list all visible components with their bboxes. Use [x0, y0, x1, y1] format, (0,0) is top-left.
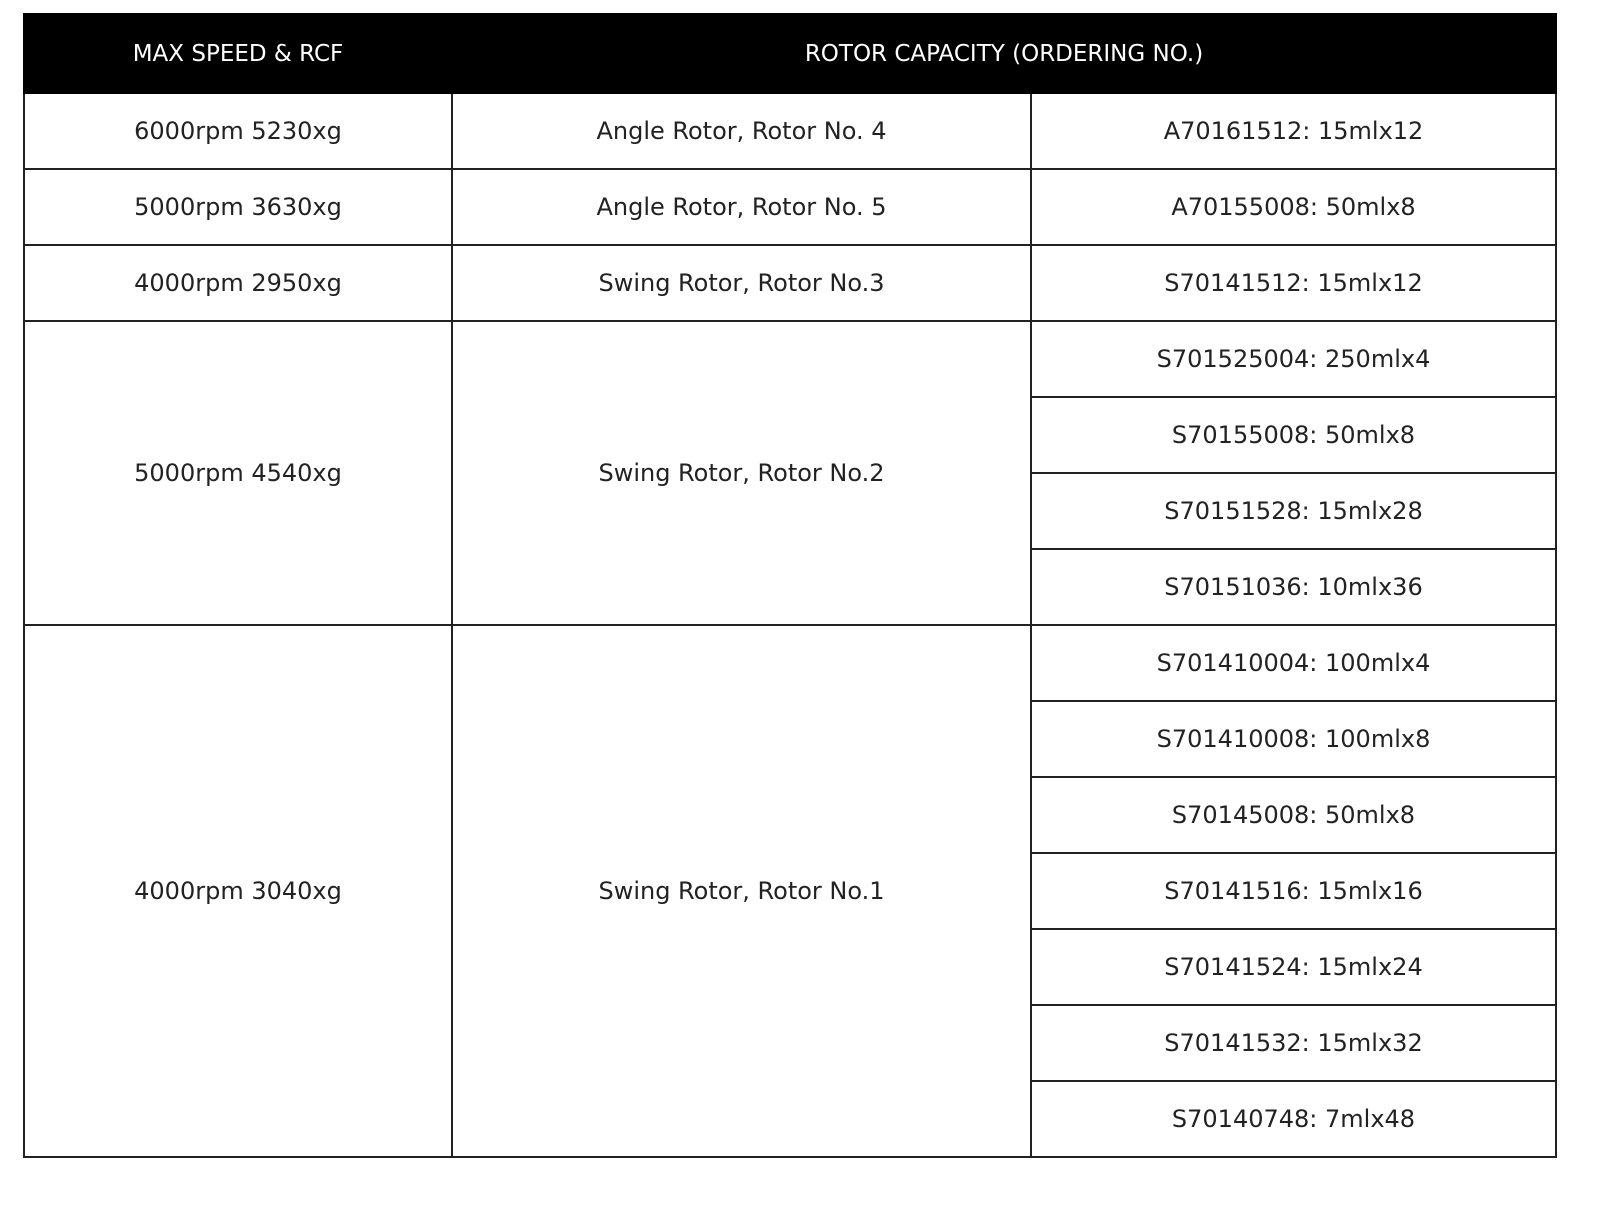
table-row [24, 93, 1556, 169]
capacity-ordering-cell: A70161512: 15mlx12 [1031, 93, 1556, 169]
rotor-name-cell: Swing Rotor, Rotor No.3 [452, 245, 1031, 321]
capacity-ordering-cell: S70141512: 15mlx12 [1031, 245, 1556, 321]
table-row [24, 625, 1556, 701]
capacity-ordering-cell: A70155008: 50mlx8 [1031, 169, 1556, 245]
capacity-ordering-cell: S701410004: 100mlx4 [1031, 625, 1556, 701]
rotor-name-cell: Angle Rotor, Rotor No. 5 [452, 169, 1031, 245]
rotor-name-cell: Angle Rotor, Rotor No. 4 [452, 93, 1031, 169]
capacity-ordering-cell: S70145008: 50mlx8 [1031, 777, 1556, 853]
table-row [24, 245, 1556, 321]
rotor-name-cell: Swing Rotor, Rotor No.1 [452, 625, 1031, 1157]
table-row [24, 169, 1556, 245]
capacity-ordering-cell: S70155008: 50mlx8 [1031, 397, 1556, 473]
table-row [24, 321, 1556, 397]
capacity-ordering-cell: S70141532: 15mlx32 [1031, 1005, 1556, 1081]
rotor-name-cell: Swing Rotor, Rotor No.2 [452, 321, 1031, 625]
speed-rcf-cell: 4000rpm 2950xg [24, 245, 452, 321]
header-max-speed-rcf: MAX SPEED & RCF [24, 14, 452, 93]
capacity-ordering-cell: S70141524: 15mlx24 [1031, 929, 1556, 1005]
capacity-ordering-cell: S70141516: 15mlx16 [1031, 853, 1556, 929]
table-header-row [24, 14, 1556, 93]
capacity-ordering-cell: S701525004: 250mlx4 [1031, 321, 1556, 397]
speed-rcf-cell: 5000rpm 3630xg [24, 169, 452, 245]
capacity-ordering-cell: S70151528: 15mlx28 [1031, 473, 1556, 549]
speed-rcf-cell: 4000rpm 3040xg [24, 625, 452, 1157]
table-body [24, 93, 1556, 1157]
speed-rcf-cell: 6000rpm 5230xg [24, 93, 452, 169]
capacity-ordering-cell: S701410008: 100mlx8 [1031, 701, 1556, 777]
speed-rcf-cell: 5000rpm 4540xg [24, 321, 452, 625]
capacity-ordering-cell: S70140748: 7mlx48 [1031, 1081, 1556, 1157]
header-rotor-capacity: ROTOR CAPACITY (ORDERING NO.) [452, 14, 1556, 93]
capacity-ordering-cell: S70151036: 10mlx36 [1031, 549, 1556, 625]
rotor-spec-table [23, 13, 1557, 1158]
